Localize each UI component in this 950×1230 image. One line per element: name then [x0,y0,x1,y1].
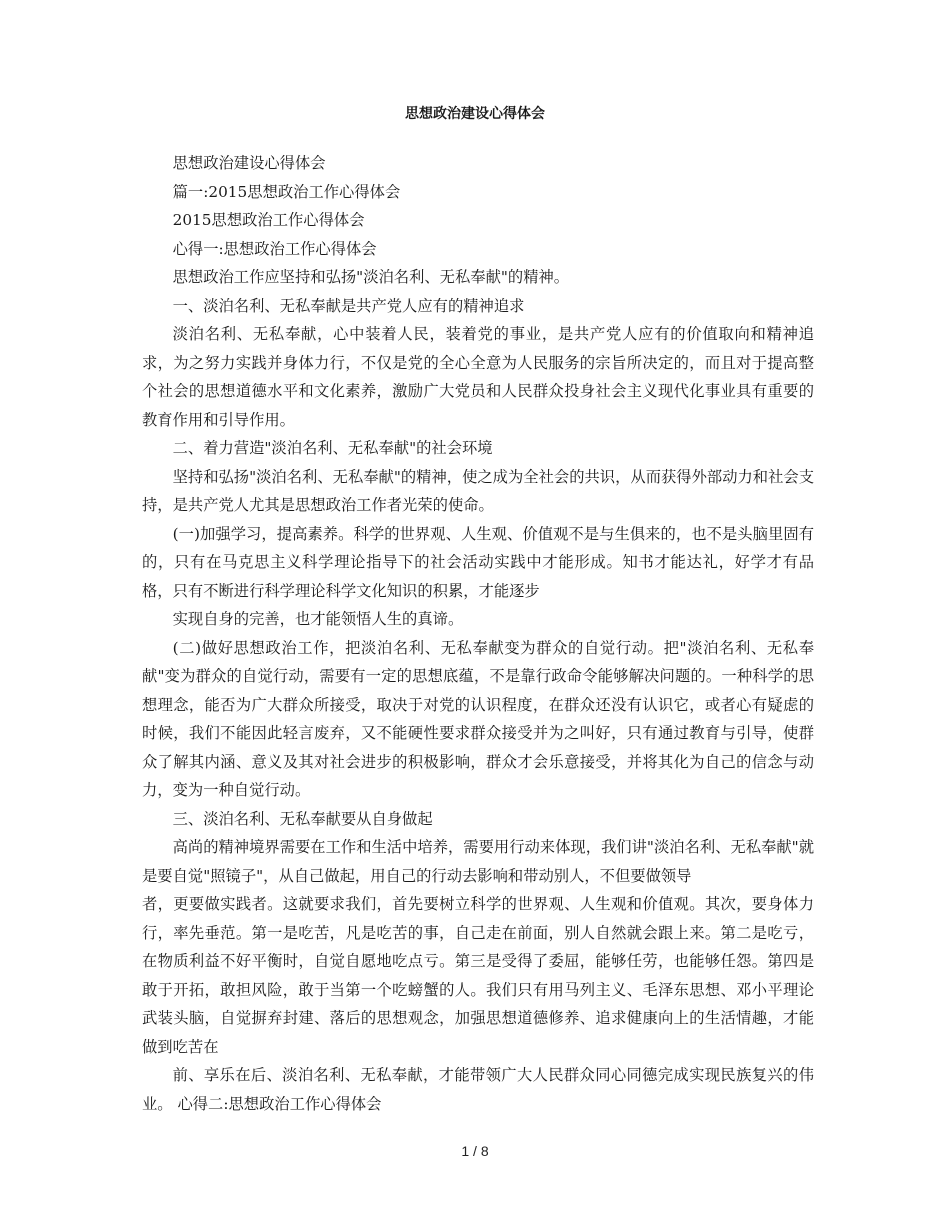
paragraph: 淡泊名利、无私奉献，心中装着人民，装着党的事业，是共产党人应有的价值取向和精神追求，为之努力实践并身体力行，不仅是党的全心全意为人民服务的宗旨所决定的，而且对于提高整个社会的思想道德水平和文化素养，激励广大党员和人民群众投身社会主义现代化事业具有重要的教育作用和引导作用。 [142,325,814,429]
section-heading: 二、着力营造"淡泊名利、无私奉献"的社会环境 [172,439,493,457]
paragraph: 实现自身的完善，也才能领悟人生的真谛。 [172,610,464,628]
paragraph: (二)做好思想政治工作，把淡泊名利、无私奉献变为群众的自觉行动。把"淡泊名利、无私奉献"变为群众的自觉行动，需要有一定的思想底蕴，不是靠行政命令能够解决问题的。一种科学的思想理念，能否为广大群众所接受，取决于对党的认识程度，在群众还没有认识它，或者心有疑虑的时候，我们不能因此轻言废弃，又不能硬性要求群众接受并为之叫好，只有通过教育与引导，使群众了解其内涵、意义及其对社会进步的积极影响，群众才会乐意接受，并将其化为自己的信念与动力，变为一种自觉行动。 [142,638,814,799]
paragraph: 前、享乐在后、淡泊名利、无私奉献，才能带领广大人民群众同心同德完成实现民族复兴的伟业。 心得二:思想政治工作心得体会 [142,1066,814,1113]
paragraph: 心得一:思想政治工作心得体会 [172,239,377,258]
section-heading: 一、淡泊名利、无私奉献是共产党人应有的精神追求 [172,296,525,315]
paragraph: 篇一:2015思想政治工作心得体会 [172,182,401,201]
paragraph: 坚持和弘扬"淡泊名利、无私奉献"的精神，使之成为全社会的共识，从而获得外部动力和社会支持，是共产党人尤其是思想政治工作者光荣的使命。 [142,467,814,514]
document-body [142,149,814,1118]
paragraph: 思想政治建设心得体会 [172,154,326,172]
paragraph: 高尚的精神境界需要在工作和生活中培养，需要用行动来体现，我们讲"淡泊名利、无私奉献"就是要自觉"照镜子"，从自己做起，用自己的行动去影响和带动别人，不但要做领导 [142,838,814,885]
paragraph: 2015思想政治工作心得体会 [172,211,365,229]
page-number: 1 / 8 [461,1143,489,1159]
paragraph: 思想政治工作应坚持和弘扬"淡泊名利、无私奉献"的精神。 [172,268,570,286]
section-heading: 三、淡泊名利、无私奉献要从自身做起 [172,809,433,828]
paragraph: (一)加强学习，提高素养。科学的世界观、人生观、价值观不是与生俱来的，也不是头脑里固有的，只有在马克思主义科学理论指导下的社会活动实践中才能形成。知书才能达礼，好学才有品格，只有不断进行科学理论科学文化知识的积累，才能逐步 [142,524,814,600]
paragraph-continued: 者，更要做实践者。这就要求我们，首先要树立科学的世界观、人生观和价值观。其次，要身体力行，率先垂范。第一是吃苦，凡是吃苦的事，自己走在前面，别人自然就会跟上来。第二是吃亏，在物质利益不好平衡时，自觉自愿地吃点亏。第三是受得了委屈，能够任劳，也能够任怨。第四是敢于开拓，敢担风险，敢于当第一个吃螃蟹的人。我们只有用马列主义、毛泽东思想、邓小平理论武装头脑，自觉摒弃封建、落后的思想观念，加强思想道德修养、追求健康向上的生活情趣，才能做到吃苦在 [142,895,814,1056]
document-title: 思想政治建设心得体会 [405,106,545,122]
